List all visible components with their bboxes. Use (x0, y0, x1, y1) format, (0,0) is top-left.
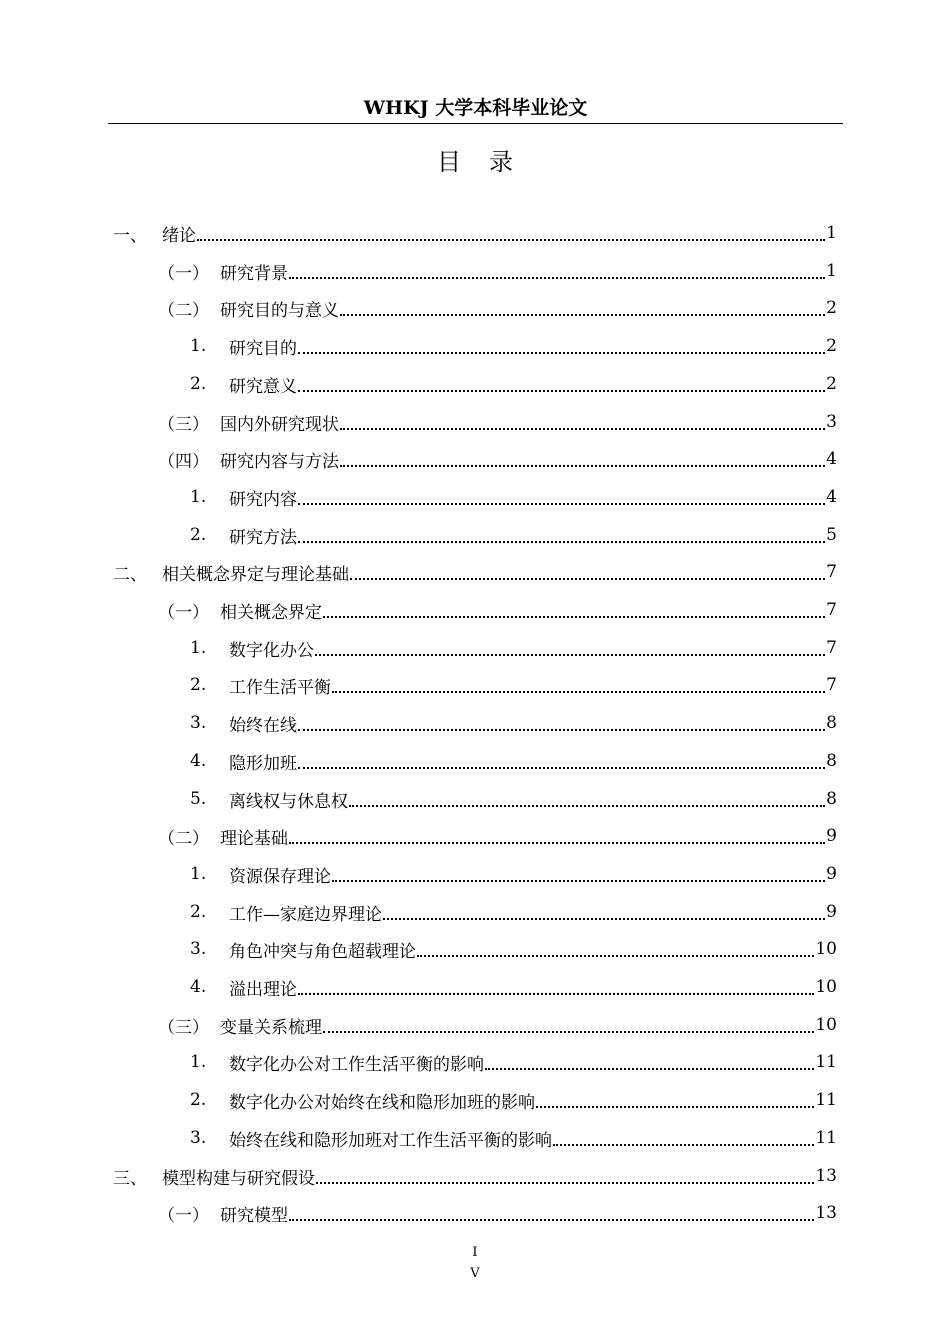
toc-entry-number: 2. (190, 675, 207, 695)
toc-entry-title: 研究意义 (229, 376, 297, 397)
toc-entry-title: 离线权与休息权 (229, 791, 348, 812)
toc-entry[interactable] (190, 1081, 837, 1119)
toc-dot-leader (332, 864, 825, 882)
toc-entry-number: 1. (190, 487, 207, 507)
toc-entry-number: （三） (158, 414, 209, 435)
toc-dot-leader (485, 1052, 814, 1070)
toc-entry[interactable] (158, 591, 837, 629)
toc-entry-title: 隐形加班 (229, 753, 297, 774)
toc-dot-leader (298, 374, 825, 392)
toc-dot-leader (298, 977, 814, 995)
toc-entry-number: 5. (190, 789, 207, 809)
toc-entry-page: 4 (826, 449, 837, 469)
toc-entry-page: 7 (826, 638, 837, 658)
toc-dot-leader (298, 525, 825, 543)
toc-entry-title: 模型构建与研究假设 (162, 1168, 315, 1189)
toc-entry-page: 10 (815, 977, 837, 997)
toc-entry-page: 10 (815, 939, 837, 959)
toc-entry-page: 10 (815, 1015, 837, 1035)
toc-entry-page: 13 (815, 1203, 837, 1223)
toc-entry-number: 1. (190, 336, 207, 356)
toc-entry-page: 1 (826, 261, 837, 281)
toc-entry-page: 9 (826, 902, 837, 922)
toc-entry-page: 9 (826, 826, 837, 846)
toc-entry-page: 8 (826, 789, 837, 809)
toc-entry-page: 7 (826, 600, 837, 620)
toc-dot-leader (340, 449, 825, 467)
toc-entry-title: 角色冲突与角色超载理论 (229, 941, 416, 962)
toc-entry-number: 1. (190, 638, 207, 658)
toc-entry-number: 2. (190, 525, 207, 545)
toc-entry-number: 3. (190, 713, 207, 733)
toc-entry-title: 数字化办公对始终在线和隐形加班的影响 (229, 1092, 535, 1113)
toc-entry[interactable] (158, 252, 837, 290)
toc-dot-leader (298, 751, 825, 769)
toc-entry-number: 1. (190, 1052, 207, 1072)
toc-entry[interactable] (190, 327, 837, 365)
toc-dot-leader (289, 261, 825, 279)
toc-entry-number: 三、 (113, 1168, 147, 1189)
toc-entry-title: 始终在线和隐形加班对工作生活平衡的影响 (229, 1130, 552, 1151)
toc-entry-page: 4 (826, 487, 837, 507)
toc-entry[interactable] (190, 930, 837, 968)
toc-entry[interactable] (190, 365, 837, 403)
toc-dot-leader (298, 487, 825, 505)
toc-entry[interactable] (190, 666, 837, 704)
toc-entry[interactable] (190, 780, 837, 818)
toc-entry-page: 5 (826, 525, 837, 545)
toc-entry-title: 变量关系梳理 (220, 1017, 322, 1038)
toc-entry[interactable] (190, 893, 837, 931)
toc-entry-number: （三） (158, 1017, 209, 1038)
toc-entry-number: （一） (158, 1205, 209, 1226)
toc-dot-leader (340, 298, 825, 316)
toc-entry[interactable] (190, 629, 837, 667)
toc-entry-title: 国内外研究现状 (220, 414, 339, 435)
toc-entry[interactable] (158, 403, 837, 441)
toc-entry-number: 一、 (113, 225, 147, 246)
toc-dot-leader (197, 223, 825, 241)
toc-entry-title: 数字化办公对工作生活平衡的影响 (229, 1054, 484, 1075)
toc-dot-leader (536, 1090, 814, 1108)
toc-entry-page: 2 (826, 336, 837, 356)
toc-entry-number: 4. (190, 977, 207, 997)
header-rule (108, 123, 843, 124)
toc-entry-number: 2. (190, 374, 207, 394)
toc-entry-title: 数字化办公 (229, 640, 314, 661)
toc-dot-leader (323, 1015, 814, 1033)
toc-entry-title: 工作生活平衡 (229, 677, 331, 698)
toc-entry-title: 研究内容与方法 (220, 451, 339, 472)
toc-entry-number: 3. (190, 939, 207, 959)
toc-dot-leader (349, 789, 825, 807)
toc-entry-page: 13 (815, 1166, 837, 1186)
page-number-line1: I (472, 1245, 478, 1260)
toc-entry-number: （一） (158, 602, 209, 623)
toc-entry-page: 8 (826, 713, 837, 733)
toc-entry[interactable] (190, 478, 837, 516)
toc-entry-number: 2. (190, 1090, 207, 1110)
toc-entry-page: 7 (826, 675, 837, 695)
toc-entry-title: 绪论 (162, 225, 196, 246)
toc-title: 目录 (437, 148, 541, 176)
toc-entry-page: 2 (826, 374, 837, 394)
toc-entry-number: （四） (158, 451, 209, 472)
toc-entry-title: 资源保存理论 (229, 866, 331, 887)
toc-entry-number: 3. (190, 1128, 207, 1148)
toc-entry[interactable] (113, 1157, 837, 1195)
toc-dot-leader (340, 412, 825, 430)
toc-entry-number: （二） (158, 828, 209, 849)
toc-dot-leader (289, 1203, 814, 1221)
toc-dot-leader (298, 713, 825, 731)
toc-entry-title: 溢出理论 (229, 979, 297, 1000)
toc-entry[interactable] (158, 440, 837, 478)
toc-entry-page: 11 (815, 1128, 837, 1148)
toc-entry-number: （二） (158, 300, 209, 321)
toc-dot-leader (332, 675, 825, 693)
toc-entry-page: 7 (826, 562, 837, 582)
toc-entry-page: 11 (815, 1052, 837, 1072)
toc-entry[interactable] (158, 1194, 837, 1232)
toc-entry-title: 始终在线 (229, 715, 297, 736)
toc-entry[interactable] (190, 855, 837, 893)
toc-entry-title: 相关概念界定 (220, 602, 322, 623)
toc-dot-leader (553, 1128, 814, 1146)
toc-entry-page: 11 (815, 1090, 837, 1110)
toc-entry[interactable] (190, 968, 837, 1006)
toc-dot-leader (289, 826, 825, 844)
toc-dot-leader (350, 562, 825, 580)
toc-entry[interactable] (113, 553, 837, 591)
toc-entry[interactable] (190, 742, 837, 780)
toc-entry-title: 研究内容 (229, 489, 297, 510)
toc-entry[interactable] (190, 704, 837, 742)
page-number-line2: V (470, 1266, 480, 1281)
toc-entry-page: 9 (826, 864, 837, 884)
toc-entry-number: 2. (190, 902, 207, 922)
toc-dot-leader (316, 1166, 814, 1184)
toc-entry[interactable] (190, 1043, 837, 1081)
toc-entry-page: 3 (826, 412, 837, 432)
toc-entry-number: 二、 (113, 564, 147, 585)
toc-entry[interactable] (158, 1006, 837, 1044)
toc-entry[interactable] (113, 214, 837, 252)
toc-entry-number: 4. (190, 751, 207, 771)
toc-entry-title: 研究背景 (220, 263, 288, 284)
toc-entry-page: 2 (826, 298, 837, 318)
toc-dot-leader (298, 336, 825, 354)
toc-entry-title: 工作—家庭边界理论 (229, 904, 382, 925)
toc-entry-page: 1 (826, 223, 837, 243)
toc-entry-title: 理论基础 (220, 828, 288, 849)
running-header: WHKJ 大学本科毕业论文 (363, 97, 588, 119)
toc-entry-number: 1. (190, 864, 207, 884)
toc-entry[interactable] (158, 817, 837, 855)
toc-entry-title: 研究目的与意义 (220, 300, 339, 321)
toc-dot-leader (323, 600, 825, 618)
toc-entry-title: 研究目的 (229, 338, 297, 359)
toc-entry[interactable] (158, 289, 837, 327)
toc-entry-title: 研究模型 (220, 1205, 288, 1226)
toc-entry[interactable] (190, 1119, 837, 1157)
toc-entry[interactable] (190, 516, 837, 554)
toc-entry-title: 研究方法 (229, 527, 297, 548)
toc-entry-title: 相关概念界定与理论基础 (162, 564, 349, 585)
toc-dot-leader (417, 939, 814, 957)
toc-dot-leader (383, 902, 825, 920)
toc-dot-leader (315, 638, 825, 656)
toc-entry-page: 8 (826, 751, 837, 771)
toc-entry-number: （一） (158, 263, 209, 284)
